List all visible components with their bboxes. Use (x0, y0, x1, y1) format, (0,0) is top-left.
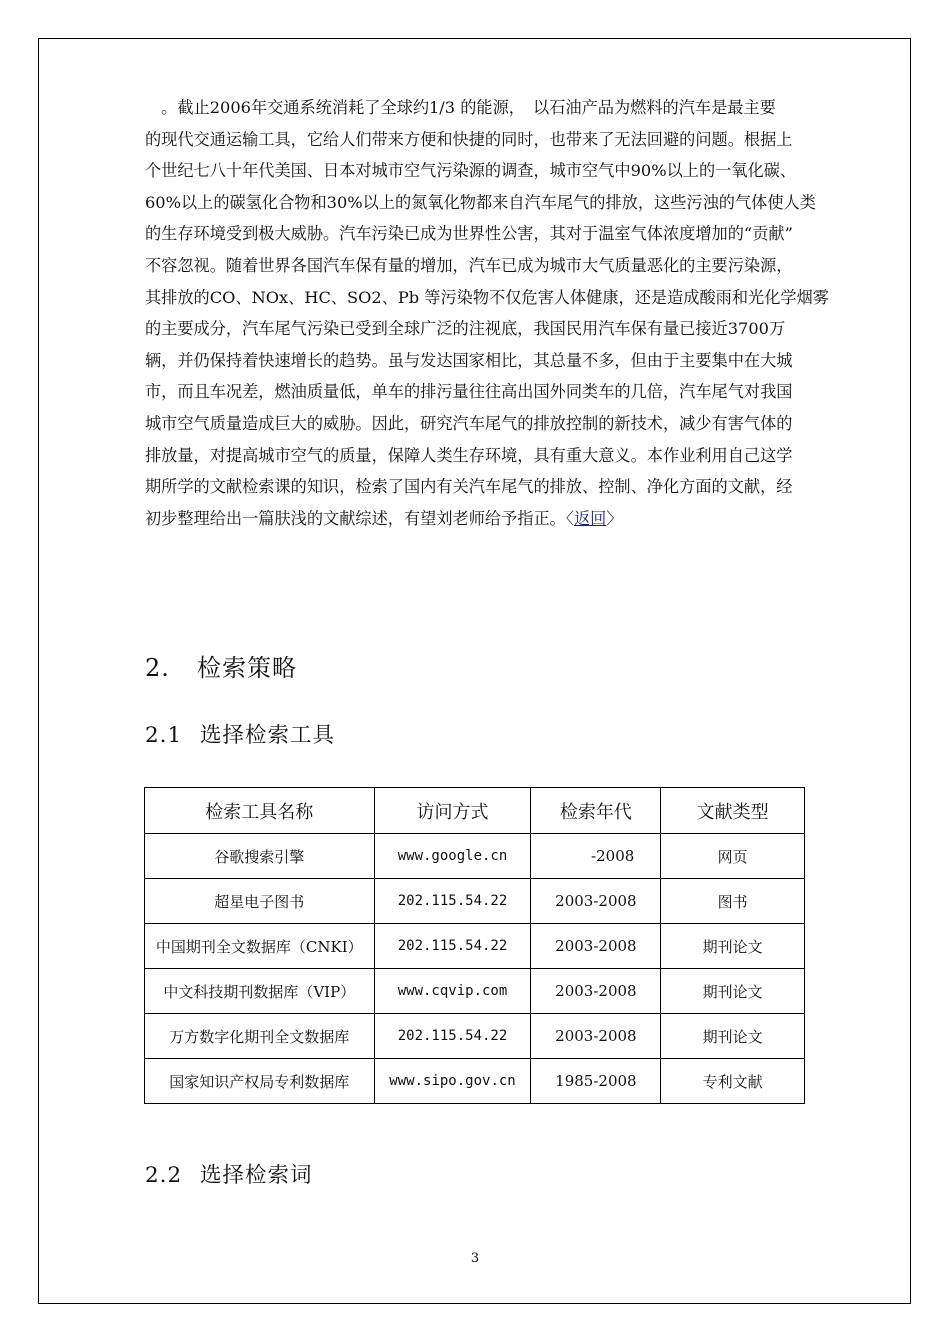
years-cell: 2003-2008 (531, 1014, 661, 1059)
tool-name-cell: 万方数字化期刊全文数据库 (145, 1014, 375, 1059)
section-title: 选择检索工具 (200, 723, 336, 748)
doc-type-cell: 专利文献 (661, 1059, 805, 1104)
access-cell: 202.115.54.22 (374, 1014, 531, 1059)
column-header: 检索工具名称 (145, 788, 375, 834)
doc-type-cell: 图书 (661, 879, 805, 924)
access-cell: www.cqvip.com (374, 969, 531, 1014)
table-row (145, 969, 805, 1014)
doc-type-cell: 期刊论文 (661, 969, 805, 1014)
column-header: 访问方式 (374, 788, 531, 834)
section-number: 2. (145, 654, 170, 682)
search-tools-table (144, 787, 805, 1104)
section-2-heading (145, 648, 297, 683)
paragraph-line: 个世纪七八十年代美国、日本对城市空气污染源的调查，城市空气中90%以上的一氧化碳、 (145, 161, 797, 181)
tool-name-cell: 中国期刊全文数据库（CNKI） (145, 924, 375, 969)
paragraph-line: 排放量，对提高城市空气的质量，保障人类生存环境，具有重大意义。本作业利用自己这学 (145, 445, 793, 465)
doc-type-cell: 期刊论文 (661, 924, 805, 969)
paragraph-line-text: 初步整理给出一篇肤浅的文献综述，有望刘老师给予指正。 (145, 508, 566, 528)
access-cell: www.sipo.gov.cn (374, 1059, 531, 1104)
section-number: 2.1 (145, 723, 183, 748)
table-row (145, 1059, 805, 1104)
back-link[interactable]: 返回 (573, 508, 607, 528)
access-cell: 202.115.54.22 (374, 879, 531, 924)
section-title: 选择检索词 (200, 1163, 313, 1188)
years-cell: 2003-2008 (531, 924, 661, 969)
section-title: 检索策略 (197, 654, 297, 682)
table-row (145, 834, 805, 879)
years-cell: 2003-2008 (531, 879, 661, 924)
paragraph-line: 不容忽视。随着世界各国汽车保有量的增加，汽车已成为城市大气质量恶化的主要污染源， (145, 255, 793, 275)
paragraph-line: 城市空气质量造成巨大的威胁。因此，研究汽车尾气的排放控制的新技术，减少有害气体的 (145, 413, 793, 433)
page-number: 3 (470, 1251, 480, 1266)
years-cell: -2008 (531, 834, 661, 879)
tool-name-cell: 中文科技期刊数据库（VIP） (145, 969, 375, 1014)
paragraph-line: 的生存环境受到极大威胁。汽车污染已成为世界性公害，其对于温室气体浓度增加的“贡献” (145, 224, 793, 244)
doc-type-cell: 期刊论文 (661, 1014, 805, 1059)
access-cell: www.google.cn (374, 834, 531, 879)
table-header-row (145, 788, 805, 834)
years-cell: 1985-2008 (531, 1059, 661, 1104)
paragraph-line: 。截止2006年交通系统消耗了全球约1/3 的能源， 以石油产品为燃料的汽车是最主要 (145, 98, 776, 117)
tool-name-cell: 超星电子图书 (145, 879, 375, 924)
back-bracket-close: 〉 (606, 508, 623, 528)
column-header: 文献类型 (661, 788, 805, 834)
back-bracket-open: 〈 (565, 508, 574, 528)
tool-name-cell: 谷歌搜索引擎 (145, 834, 375, 879)
paragraph-line: 市，而且车况差，燃油质量低，单车的排污量往往高出国外同类车的几倍，汽车尾气对我国 (145, 382, 793, 402)
paragraph-last-line (145, 503, 815, 535)
access-cell: 202.115.54.22 (374, 924, 531, 969)
table-row (145, 924, 805, 969)
column-header: 检索年代 (531, 788, 661, 834)
paragraph-line: 的现代交通运输工具，它给人们带来方便和快捷的同时，也带来了无法回避的问题。根据上 (145, 129, 793, 149)
doc-type-cell: 网页 (661, 834, 805, 879)
paragraph-line: 辆，并仍保持着快速增长的趋势。虽与发达国家相比，其总量不多，但由于主要集中在大城 (145, 350, 793, 370)
body-paragraph (145, 92, 829, 534)
years-cell: 2003-2008 (531, 969, 661, 1014)
section-number: 2.2 (145, 1163, 183, 1188)
paragraph-line: 其排放的CO、NOx、HC、SO2、Pb 等污染物不仅危害人体健康，还是造成酸雨和光化学烟雾 (145, 287, 829, 307)
section-2-2-heading (145, 1158, 313, 1189)
table-row (145, 879, 805, 924)
section-2-1-heading (145, 718, 335, 749)
paragraph-line: 的主要成分，汽车尾气污染已受到全球广泛的注视底，我国民用汽车保有量已接近3700万 (145, 319, 786, 339)
table-row (145, 1014, 805, 1059)
paragraph-line: 期所学的文献检索课的知识，检索了国内有关汽车尾气的排放、控制、净化方面的文献，经 (145, 477, 793, 497)
tool-name-cell: 国家知识产权局专利数据库 (145, 1059, 375, 1104)
paragraph-line: 60%以上的碳氢化合物和30%以上的氮氧化物都来自汽车尾气的排放，这些污浊的气体使人类 (145, 192, 816, 212)
